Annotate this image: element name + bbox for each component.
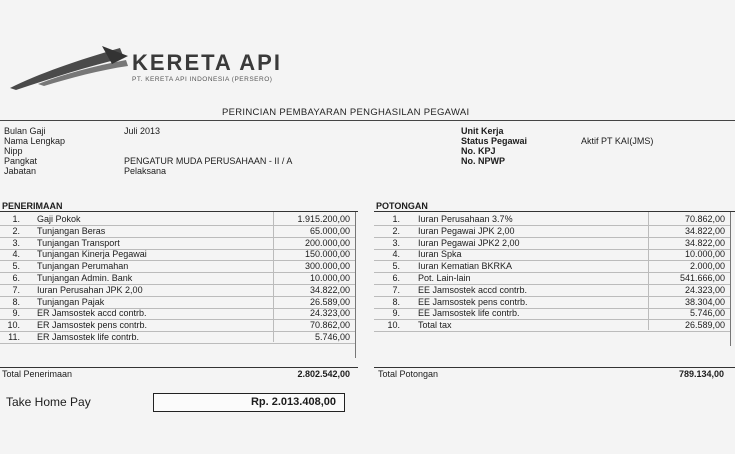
potongan-total-label: Total Potongan: [378, 369, 439, 379]
line-amount: 34.822,00: [309, 284, 350, 295]
line-no: 10.: [387, 320, 400, 331]
line-no: 7.: [12, 284, 20, 295]
line-no: 3.: [12, 237, 20, 248]
line-no: 2.: [392, 225, 400, 236]
line-no: 5.: [392, 261, 400, 272]
line-label: Tunjangan Kinerja Pegawai: [37, 249, 147, 260]
line-amount: 26.589,00: [684, 320, 725, 331]
take-home-label: Take Home Pay: [6, 395, 91, 409]
info-label: Bulan Gaji: [4, 126, 46, 136]
penerimaan-total-label: Total Penerimaan: [2, 369, 73, 379]
line-label: Iuran Pegawai JPK 2,00: [418, 225, 515, 236]
line-amount: 5.746,00: [689, 308, 725, 319]
line-no: 3.: [392, 237, 400, 248]
line-label: Tunjangan Beras: [37, 225, 106, 236]
line-label: Iuran Kematian BKRKA: [418, 261, 513, 272]
penerimaan-heading: PENERIMAAN: [2, 201, 63, 211]
line-label: EE Jamsostek pens contrb.: [418, 296, 528, 307]
line-label: Tunjangan Transport: [37, 237, 120, 248]
line-label: Tunjangan Admin. Bank: [37, 273, 133, 283]
penerimaan-right-border: [355, 212, 356, 358]
page-title: PERINCIAN PEMBAYARAN PENGHASILAN PEGAWAI: [222, 107, 470, 118]
line-no: 6.: [392, 273, 400, 283]
line-amount: 5.746,00: [314, 332, 350, 342]
line-amount: 24.323,00: [684, 284, 725, 295]
line-label: EE Jamsostek accd contrb.: [418, 284, 528, 295]
line-no: 7.: [392, 284, 400, 295]
info-label: Nama Lengkap: [4, 136, 66, 146]
title-divider: [0, 120, 735, 121]
line-no: 6.: [12, 273, 20, 283]
line-label: Iuran Perusahan JPK 2,00: [37, 284, 143, 295]
info-label: Jabatan: [4, 166, 37, 176]
line-label: Iuran Pegawai JPK2 2,00: [418, 237, 520, 248]
info-value: Aktif PT KAI(JMS): [581, 136, 654, 146]
line-no: 5.: [12, 261, 20, 272]
line-no: 1.: [392, 214, 400, 224]
penerimaan-total-rule: [0, 367, 358, 368]
line-label: EE Jamsostek life contrb.: [418, 308, 520, 319]
info-label: Status Pegawai: [461, 136, 528, 146]
line-amount: 26.589,00: [309, 296, 350, 307]
train-logo-icon: [8, 44, 130, 92]
line-amount: 65.000,00: [309, 225, 350, 236]
line-amount: 38.304,00: [684, 296, 725, 307]
line-label: Iuran Spka: [418, 249, 462, 260]
info-label: Unit Kerja: [461, 126, 504, 136]
line-amount: 34.822,00: [684, 225, 725, 236]
line-label: ER Jamsostek pens contrb.: [37, 320, 148, 331]
line-label: Pot. Lain-lain: [418, 273, 471, 283]
line-label: Gaji Pokok: [37, 214, 81, 224]
line-amount: 70.862,00: [309, 320, 350, 331]
penerimaan-heading-rule: [0, 211, 358, 212]
potongan-total: 789.134,00: [678, 369, 724, 379]
column-divider: [273, 212, 274, 342]
potongan-total-rule: [374, 367, 735, 368]
line-amount: 10.000,00: [309, 273, 350, 283]
info-value: Pelaksana: [124, 166, 167, 176]
line-no: 8.: [392, 296, 400, 307]
line-amount: 70.862,00: [684, 214, 725, 224]
line-no: 2.: [12, 225, 20, 236]
potongan-heading-rule: [374, 211, 735, 212]
line-no: 8.: [12, 296, 20, 307]
company-name: PT. KERETA API INDONESIA (PERSERO): [132, 76, 273, 83]
line-amount: 2.000,00: [689, 261, 725, 272]
line-label: Iuran Perusahaan 3.7%: [418, 214, 513, 224]
line-amount: 300.000,00: [304, 261, 350, 272]
row-rule: [374, 331, 730, 332]
brand-name: KERETA API: [132, 50, 282, 75]
line-amount: 34.822,00: [684, 237, 725, 248]
line-no: 9.: [12, 308, 20, 319]
info-value: PENGATUR MUDA PERUSAHAAN - II / A: [124, 156, 293, 166]
info-label: Nipp: [4, 146, 23, 156]
line-no: 4.: [12, 249, 20, 260]
info-value: Juli 2013: [124, 126, 161, 136]
potongan-right-border: [730, 212, 731, 346]
info-label: No. NPWP: [461, 156, 505, 166]
line-amount: 200.000,00: [304, 237, 350, 248]
line-label: ER Jamsostek life contrb.: [37, 332, 140, 342]
info-label: Pangkat: [4, 156, 38, 166]
line-no: 4.: [392, 249, 400, 260]
take-home-box: [153, 393, 345, 412]
line-amount: 1.915.200,00: [297, 214, 350, 224]
line-label: Tunjangan Pajak: [37, 296, 105, 307]
line-label: Tunjangan Perumahan: [37, 261, 129, 272]
column-divider: [648, 212, 649, 330]
line-amount: 150.000,00: [304, 249, 350, 260]
line-amount: 541.666,00: [679, 273, 725, 283]
line-no: 10.: [7, 320, 20, 331]
line-no: 9.: [392, 308, 400, 319]
penerimaan-total: 2.802.542,00: [297, 369, 350, 379]
line-amount: 24.323,00: [309, 308, 350, 319]
take-home-value: Rp. 2.013.408,00: [250, 396, 336, 408]
line-label: Total tax: [418, 320, 452, 331]
line-amount: 10.000,00: [684, 249, 725, 260]
potongan-heading: POTONGAN: [376, 201, 428, 211]
company-logo: [8, 42, 298, 98]
info-label: No. KPJ: [461, 146, 496, 156]
line-no: 1.: [12, 214, 20, 224]
line-no: 11.: [8, 332, 20, 342]
line-label: ER Jamsostek accd contrb.: [37, 308, 147, 319]
row-rule: [0, 343, 355, 344]
